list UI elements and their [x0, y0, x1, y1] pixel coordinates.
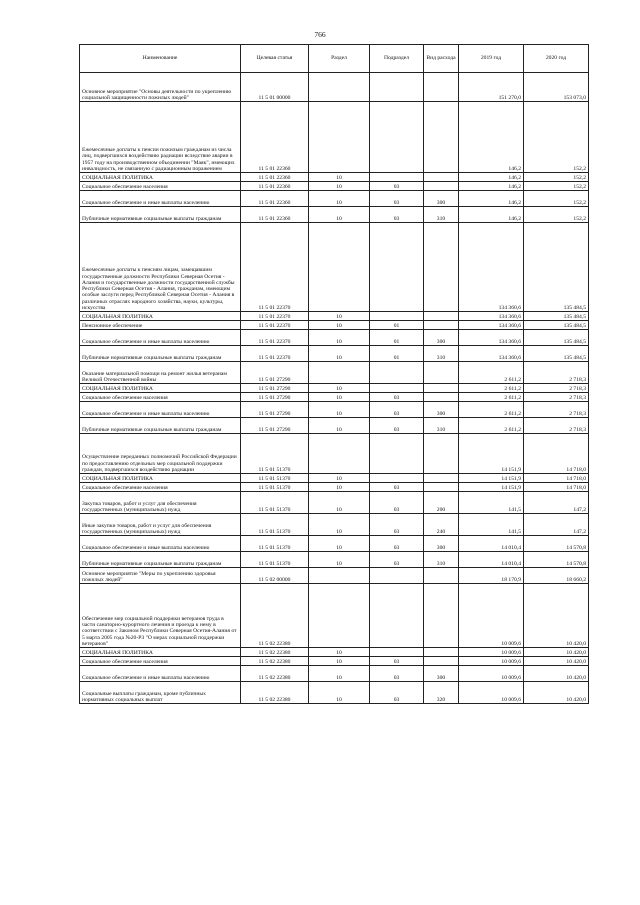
- table-row: [80, 73, 589, 102]
- row-name: Социальное обеспечение населения: [80, 182, 241, 191]
- row-expense-type: [424, 384, 459, 393]
- row-name: Обеспечение мер социальной поддержки ветеранов труда в части санаторно-курортного лечения и проезда к нему в соответствии с Законом Республики Северная Осетия-Алания от 5 марта 2005 года №20-РЗ "О мерах социальной поддержки ветеранов": [80, 584, 241, 648]
- row-value-2020: 153 073,0: [524, 73, 589, 102]
- table-row: [80, 552, 589, 568]
- table-row: [80, 207, 589, 223]
- row-name: Оказание материальной помощи на ремонт жилья ветеранам Великой Отечественной войны: [80, 362, 241, 384]
- header-section: Раздел: [309, 45, 370, 73]
- row-value-2020: 152,2: [524, 182, 589, 191]
- row-value-2019: 2 611,2: [459, 393, 524, 402]
- table-row: [80, 346, 589, 362]
- row-target-article: 11 5 01 27290: [241, 362, 309, 384]
- row-subsection: [370, 312, 424, 321]
- row-value-2019: 2 611,2: [459, 418, 524, 434]
- row-section: 10: [309, 182, 370, 191]
- row-name: Социальное обеспечение населения: [80, 657, 241, 666]
- table-row: [80, 223, 589, 312]
- row-subsection: [370, 568, 424, 584]
- row-target-article: 11 5 01 22370: [241, 346, 309, 362]
- row-value-2020: 10 420,0: [524, 648, 589, 657]
- row-expense-type: [424, 312, 459, 321]
- row-section: 10: [309, 321, 370, 330]
- row-section: 10: [309, 492, 370, 514]
- row-value-2020: 14 570,8: [524, 536, 589, 552]
- row-section: 10: [309, 648, 370, 657]
- row-name: Публичные нормативные социальные выплаты гражданам: [80, 418, 241, 434]
- header-expense-type: Вид расхода: [424, 45, 459, 73]
- row-value-2020: 147,2: [524, 492, 589, 514]
- row-value-2019: 134 360,6: [459, 312, 524, 321]
- row-value-2020: 14 718,0: [524, 483, 589, 492]
- row-section: 10: [309, 657, 370, 666]
- row-target-article: 11 5 01 27290: [241, 402, 309, 418]
- row-name: Основное мероприятие "Меры по укреплению здоровья пожилых людей": [80, 568, 241, 584]
- header-target-article: Целевая статья: [241, 45, 309, 73]
- row-target-article: 11 5 02 22380: [241, 682, 309, 704]
- row-section: 10: [309, 173, 370, 182]
- row-subsection: 03: [370, 657, 424, 666]
- row-value-2019: 2 611,2: [459, 384, 524, 393]
- row-section: [309, 362, 370, 384]
- row-section: 10: [309, 552, 370, 568]
- row-value-2019: 151 270,0: [459, 73, 524, 102]
- row-expense-type: [424, 657, 459, 666]
- row-section: 10: [309, 402, 370, 418]
- row-value-2019: 14 010,4: [459, 552, 524, 568]
- row-subsection: [370, 362, 424, 384]
- header-name: Наименование: [80, 45, 241, 73]
- row-value-2020: 2 718,3: [524, 393, 589, 402]
- table-row: [80, 514, 589, 536]
- row-value-2019: 146,2: [459, 182, 524, 191]
- row-subsection: 03: [370, 418, 424, 434]
- row-subsection: 03: [370, 492, 424, 514]
- table-body: [80, 73, 589, 704]
- row-section: 10: [309, 514, 370, 536]
- row-value-2020: 2 718,3: [524, 384, 589, 393]
- row-subsection: 03: [370, 552, 424, 568]
- row-value-2019: 146,2: [459, 207, 524, 223]
- row-target-article: 11 5 01 27290: [241, 418, 309, 434]
- row-subsection: 03: [370, 514, 424, 536]
- row-target-article: 11 5 02 22380: [241, 657, 309, 666]
- row-target-article: 11 5 01 22370: [241, 330, 309, 346]
- row-expense-type: [424, 474, 459, 483]
- row-value-2020: 152,2: [524, 207, 589, 223]
- row-subsection: 03: [370, 182, 424, 191]
- row-section: 10: [309, 536, 370, 552]
- row-value-2020: 135 484,5: [524, 321, 589, 330]
- row-subsection: [370, 223, 424, 312]
- row-value-2020: 152,2: [524, 191, 589, 207]
- table-header-row: [80, 45, 589, 73]
- row-target-article: 11 5 02 22380: [241, 648, 309, 657]
- row-target-article: 11 5 01 51370: [241, 552, 309, 568]
- row-value-2020: 152,2: [524, 102, 589, 173]
- row-section: [309, 584, 370, 648]
- table-row: [80, 492, 589, 514]
- table-row: [80, 393, 589, 402]
- table-row: [80, 648, 589, 657]
- row-value-2020: 2 718,3: [524, 402, 589, 418]
- row-name: Социальные выплаты гражданам, кроме публичных нормативных социальных выплат: [80, 682, 241, 704]
- row-target-article: 11 5 01 51370: [241, 492, 309, 514]
- row-target-article: 11 5 01 22360: [241, 173, 309, 182]
- row-target-article: 11 5 01 51370: [241, 514, 309, 536]
- row-target-article: 11 5 01 51370: [241, 474, 309, 483]
- table-row: [80, 384, 589, 393]
- row-value-2019: 134 360,6: [459, 321, 524, 330]
- row-value-2019: 141,5: [459, 492, 524, 514]
- row-subsection: [370, 73, 424, 102]
- row-section: 10: [309, 346, 370, 362]
- row-expense-type: 240: [424, 514, 459, 536]
- row-value-2020: 14 718,0: [524, 434, 589, 474]
- row-name: Закупка товаров, работ и услуг для обеспечения государственных (муниципальных) нужд: [80, 492, 241, 514]
- row-name: Ежемесячные доплаты к пенсии пожилым гражданам из числа лиц, подвергшихся воздействию радиации вследствие аварии в 1957 году на производственном объединении "Маяк", имеющих инвалидность, не связанную с радиационным поражением: [80, 102, 241, 173]
- row-target-article: 11 5 02 22380: [241, 666, 309, 682]
- row-section: [309, 73, 370, 102]
- table-row: [80, 321, 589, 330]
- row-subsection: 01: [370, 321, 424, 330]
- row-expense-type: 300: [424, 536, 459, 552]
- row-value-2020: 10 420,0: [524, 682, 589, 704]
- row-value-2020: 10 420,0: [524, 657, 589, 666]
- table-row: [80, 402, 589, 418]
- row-expense-type: [424, 483, 459, 492]
- row-value-2019: 146,2: [459, 173, 524, 182]
- row-value-2019: 14 151,9: [459, 474, 524, 483]
- row-expense-type: 300: [424, 402, 459, 418]
- row-value-2020: 14 570,8: [524, 552, 589, 568]
- row-value-2019: 134 360,6: [459, 346, 524, 362]
- row-value-2020: 135 484,5: [524, 330, 589, 346]
- row-section: 10: [309, 393, 370, 402]
- row-name: Социальное обеспечение и иные выплаты населению: [80, 330, 241, 346]
- row-section: [309, 568, 370, 584]
- row-expense-type: [424, 568, 459, 584]
- row-expense-type: [424, 182, 459, 191]
- header-subsection: Подраздел: [370, 45, 424, 73]
- row-name: Ежемесячные доплаты к пенсиям лицам, замещавшим государственные должности Республики Северная Осетия - Алания и государственные должности государственной службы Республики Северная Осетия - Алания, гражданам, имеющим особые заслуги перед Республикой Северная Осетия - Алания в различных отраслях народного хозяйства, науки, культуры, искусства: [80, 223, 241, 312]
- row-expense-type: [424, 223, 459, 312]
- row-expense-type: [424, 393, 459, 402]
- row-subsection: 03: [370, 666, 424, 682]
- row-name: СОЦИАЛЬНАЯ ПОЛИТИКА: [80, 312, 241, 321]
- row-subsection: 03: [370, 682, 424, 704]
- row-value-2020: 14 718,0: [524, 474, 589, 483]
- row-expense-type: [424, 173, 459, 182]
- row-value-2019: 2 611,2: [459, 402, 524, 418]
- row-subsection: [370, 648, 424, 657]
- row-subsection: [370, 584, 424, 648]
- row-expense-type: 320: [424, 682, 459, 704]
- row-target-article: 11 5 01 51370: [241, 536, 309, 552]
- row-target-article: 11 5 01 27290: [241, 393, 309, 402]
- row-value-2019: 146,2: [459, 102, 524, 173]
- row-expense-type: [424, 648, 459, 657]
- row-value-2020: 18 660,2: [524, 568, 589, 584]
- row-value-2020: 135 484,5: [524, 346, 589, 362]
- row-target-article: 11 5 01 00000: [241, 73, 309, 102]
- row-value-2019: 10 009,6: [459, 584, 524, 648]
- row-section: 10: [309, 418, 370, 434]
- row-target-article: 11 5 01 22360: [241, 191, 309, 207]
- table-row: [80, 191, 589, 207]
- row-value-2019: 2 611,2: [459, 362, 524, 384]
- row-value-2019: 134 360,6: [459, 223, 524, 312]
- row-name: СОЦИАЛЬНАЯ ПОЛИТИКА: [80, 648, 241, 657]
- row-value-2020: 152,2: [524, 173, 589, 182]
- row-expense-type: 310: [424, 552, 459, 568]
- row-name: Публичные нормативные социальные выплаты гражданам: [80, 346, 241, 362]
- row-expense-type: 310: [424, 418, 459, 434]
- row-value-2020: 10 420,0: [524, 584, 589, 648]
- row-value-2019: 10 009,6: [459, 682, 524, 704]
- row-expense-type: 310: [424, 346, 459, 362]
- row-target-article: 11 5 01 51370: [241, 434, 309, 474]
- row-expense-type: 300: [424, 330, 459, 346]
- row-value-2020: 135 484,5: [524, 223, 589, 312]
- row-section: 10: [309, 330, 370, 346]
- row-name: Иные закупки товаров, работ и услуг для обеспечения государственных (муниципальных) нужд: [80, 514, 241, 536]
- row-expense-type: [424, 584, 459, 648]
- row-section: [309, 102, 370, 173]
- row-value-2019: 146,2: [459, 191, 524, 207]
- row-expense-type: 200: [424, 492, 459, 514]
- row-subsection: 03: [370, 536, 424, 552]
- row-value-2019: 141,5: [459, 514, 524, 536]
- row-section: 10: [309, 191, 370, 207]
- row-target-article: 11 5 01 22360: [241, 102, 309, 173]
- table-row: [80, 657, 589, 666]
- table-row: [80, 483, 589, 492]
- row-subsection: [370, 173, 424, 182]
- table-row: [80, 568, 589, 584]
- row-target-article: 11 5 01 22360: [241, 207, 309, 223]
- row-target-article: 11 5 01 22370: [241, 321, 309, 330]
- header-year-2020: 2020 год: [524, 45, 589, 73]
- row-value-2019: 10 009,6: [459, 657, 524, 666]
- row-section: 10: [309, 207, 370, 223]
- row-expense-type: [424, 434, 459, 474]
- row-target-article: 11 5 01 27290: [241, 384, 309, 393]
- row-subsection: [370, 384, 424, 393]
- table-row: [80, 312, 589, 321]
- row-target-article: 11 5 01 22360: [241, 182, 309, 191]
- row-subsection: [370, 434, 424, 474]
- row-value-2019: 18 170,9: [459, 568, 524, 584]
- row-target-article: 11 5 01 22370: [241, 312, 309, 321]
- row-expense-type: [424, 73, 459, 102]
- row-target-article: 11 5 02 00000: [241, 568, 309, 584]
- row-expense-type: 300: [424, 191, 459, 207]
- row-section: 10: [309, 682, 370, 704]
- row-subsection: 01: [370, 330, 424, 346]
- table-row: [80, 182, 589, 191]
- row-expense-type: 300: [424, 666, 459, 682]
- row-name: СОЦИАЛЬНАЯ ПОЛИТИКА: [80, 474, 241, 483]
- row-section: 10: [309, 312, 370, 321]
- row-subsection: 03: [370, 483, 424, 492]
- row-subsection: 03: [370, 393, 424, 402]
- table-row: [80, 474, 589, 483]
- table-row: [80, 682, 589, 704]
- row-section: [309, 223, 370, 312]
- row-value-2019: 14 151,9: [459, 434, 524, 474]
- row-subsection: 03: [370, 402, 424, 418]
- row-name: СОЦИАЛЬНАЯ ПОЛИТИКА: [80, 384, 241, 393]
- row-value-2019: 10 009,6: [459, 648, 524, 657]
- row-section: [309, 434, 370, 474]
- row-target-article: 11 5 01 22370: [241, 223, 309, 312]
- row-name: Социальное обеспечение и иные выплаты населению: [80, 536, 241, 552]
- row-expense-type: 310: [424, 207, 459, 223]
- row-value-2019: 134 360,6: [459, 330, 524, 346]
- row-value-2020: 147,2: [524, 514, 589, 536]
- row-section: 10: [309, 666, 370, 682]
- table-row: [80, 434, 589, 474]
- table-row: [80, 666, 589, 682]
- row-value-2019: 10 009,6: [459, 666, 524, 682]
- row-section: 10: [309, 384, 370, 393]
- table-row: [80, 330, 589, 346]
- row-subsection: 03: [370, 207, 424, 223]
- row-name: Основное мероприятие "Основы деятельности по укреплению социальной защищенности пожилых людей": [80, 73, 241, 102]
- row-value-2020: 10 420,0: [524, 666, 589, 682]
- row-subsection: [370, 474, 424, 483]
- table-row: [80, 536, 589, 552]
- row-expense-type: [424, 102, 459, 173]
- table-row: [80, 102, 589, 173]
- row-subsection: 03: [370, 191, 424, 207]
- table-row: [80, 584, 589, 648]
- row-name: Публичные нормативные социальные выплаты гражданам: [80, 207, 241, 223]
- row-name: Социальное обеспечение и иные выплаты населению: [80, 402, 241, 418]
- table-row: [80, 362, 589, 384]
- row-name: Пенсионное обеспечение: [80, 321, 241, 330]
- row-name: Социальное обеспечение населения: [80, 483, 241, 492]
- budget-table: [79, 44, 589, 704]
- row-subsection: 01: [370, 346, 424, 362]
- row-expense-type: [424, 321, 459, 330]
- table-row: [80, 173, 589, 182]
- row-value-2020: 2 718,3: [524, 418, 589, 434]
- row-name: Социальное обеспечение и иные выплаты населению: [80, 666, 241, 682]
- page-number: 766: [314, 30, 326, 39]
- row-name: СОЦИАЛЬНАЯ ПОЛИТИКА: [80, 173, 241, 182]
- row-value-2020: 2 718,3: [524, 362, 589, 384]
- row-name: Социальное обеспечение и иные выплаты населению: [80, 191, 241, 207]
- row-value-2019: 14 151,9: [459, 483, 524, 492]
- row-subsection: [370, 102, 424, 173]
- row-name: Социальное обеспечение населения: [80, 393, 241, 402]
- row-name: Осуществление переданных полномочий Российской Федерации по предоставлению отдельных мер социальной поддержки граждан, подвергшихся воздействию радиации: [80, 434, 241, 474]
- row-expense-type: [424, 362, 459, 384]
- row-target-article: 11 5 01 51370: [241, 483, 309, 492]
- row-value-2020: 135 484,5: [524, 312, 589, 321]
- row-value-2019: 14 010,4: [459, 536, 524, 552]
- row-section: 10: [309, 483, 370, 492]
- table-row: [80, 418, 589, 434]
- header-year-2019: 2019 год: [459, 45, 524, 73]
- row-section: 10: [309, 474, 370, 483]
- row-target-article: 11 5 02 22380: [241, 584, 309, 648]
- row-name: Публичные нормативные социальные выплаты гражданам: [80, 552, 241, 568]
